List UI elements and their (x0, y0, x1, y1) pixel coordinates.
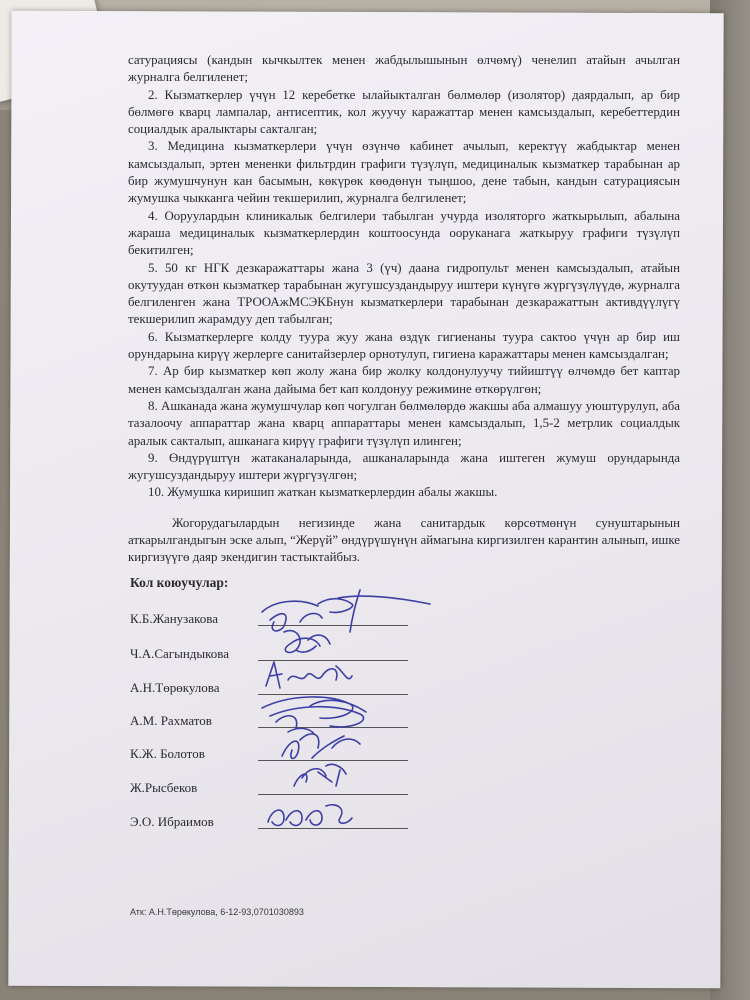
signature-line (258, 760, 408, 761)
list-item: 8. Ашканада жана жумушчулар көп чогулган бөлмөлөрдө жакшы аба алмашуу уюштурулуп, аба тазалоочу аппараттар жана кварц аппараттары менен камсыздалып, 1,5-2 метрлик социалдык аралык сакталып, ашканага кирүү графиги түзүлүп илинген; (128, 398, 680, 448)
closing-paragraph: Жогорудагылардын негизинде жана санитардык көрсөтмөнүн сунуштарынын аткарылгандыгын эске алып, “Жерүй” өндүрүшүнүн аймагына киргизилген карантин алынып, ишке киргизүүгө даяр экендигин тастыктайбыз. (128, 515, 680, 565)
list-item: 3. Медицина кызматкерлери үчүн өзүнчө кабинет ачылып, керектүү жабдыктар менен камсыздалып, эртен мененки фильтрдин графиги түзүлүп, медициналык кызматкер тарабынан ар бир жумушчунун кан басымын, көкүрөк көөдөнүн тыңшоо, дене табын, кандын сатурациясын жумушка чыкканга чейин текшерилип, журналга белгиленет; (128, 139, 680, 206)
signatories-heading: Кол коюучулар: (130, 575, 229, 590)
signer-name: А.М. Рахматов (130, 713, 212, 728)
list-item: 7. Ар бир кызматкер көп жолу жана бир жолку колдонулуучу тийиштүү өлчөмдө бет каптар менен камсыздалган жана дайыма бет кап колдонуу режимине өткөрүлгөн; (128, 364, 680, 396)
signature-line (258, 727, 408, 728)
signature-line (258, 660, 408, 661)
signer-name: А.Н.Төрөкулова (130, 680, 220, 695)
footer-contact: Атк: А.Н.Төрөкулова, 6-12-93,0701030893 (130, 907, 304, 917)
signer-name: К.Б.Жанузакова (130, 611, 218, 626)
continuation-text: сатурациясы (кандын кычкылтек менен жабдылышынын өлчөмү) ченелип атайын ачылган журналга белгиленет; (128, 53, 680, 85)
signer-name: Ч.А.Сагындыкова (130, 646, 230, 661)
signer-name: Э.О. Ибраимов (130, 814, 214, 829)
list-item: 4. Ооруулардын клиникалык белгилери табылган учурда изоляторго жаткырылып, абалына жараша медициналык кызматкерлердин коштоосунда ооруканага жаткыруу графиги түзүлүп бекитилген; (128, 208, 680, 258)
signer-name: Ж.Рысбеков (130, 780, 198, 795)
list-item: 6. Кызматкерлерге колду туура жуу жана өздүк гигиенаны туура сактоо үчүн ар бир иш орундарына кирүү жерлерге санитайзерлер орнотулуп, гигиена каражаттары менен камсыздалган; (128, 329, 680, 362)
list-item: 10. Жумушка киришип жаткан кызматкерлердин абалы жакшы. (148, 485, 498, 500)
list-item: 2. Кызматкерлер үчүн 12 керебетке ылайыкталган бөлмөлөр (изолятор) даярдалып, ар бир бөлмөгө кварц лампалар, антисептик, кол жуучу каражаттар менен камсыздалып, керебеттердин социалдык аралыктары сакталган; (128, 87, 680, 137)
document-body (128, 52, 680, 567)
signature-line (258, 625, 408, 626)
signature-line (258, 694, 408, 695)
signature-line (258, 794, 408, 795)
signer-name: К.Ж. Болотов (130, 746, 205, 761)
list-item: 5. 50 кг НГК дезкаражаттары жана 3 (үч) даана гидропульт менен камсыздалып, атайын окутуудан өткөн кызматкер тарабынан жугушсуздандыруу иштери күнүгө жүргүзүлүүдө, журналга белгиленген жана ТРООАжМСЭКБнун кызматкерлери тарабынан дезкаражаттын активдүүлүгү текшерилип жарамдуу деп табылган; (128, 260, 680, 327)
list-item: 9. Өндүрүштүн жатаканаларында, ашканаларында жана иштеген жумуш орундарында жугушсуздандыруу иштери жүргүзүлгөн; (128, 450, 680, 483)
signature-line (258, 828, 408, 829)
